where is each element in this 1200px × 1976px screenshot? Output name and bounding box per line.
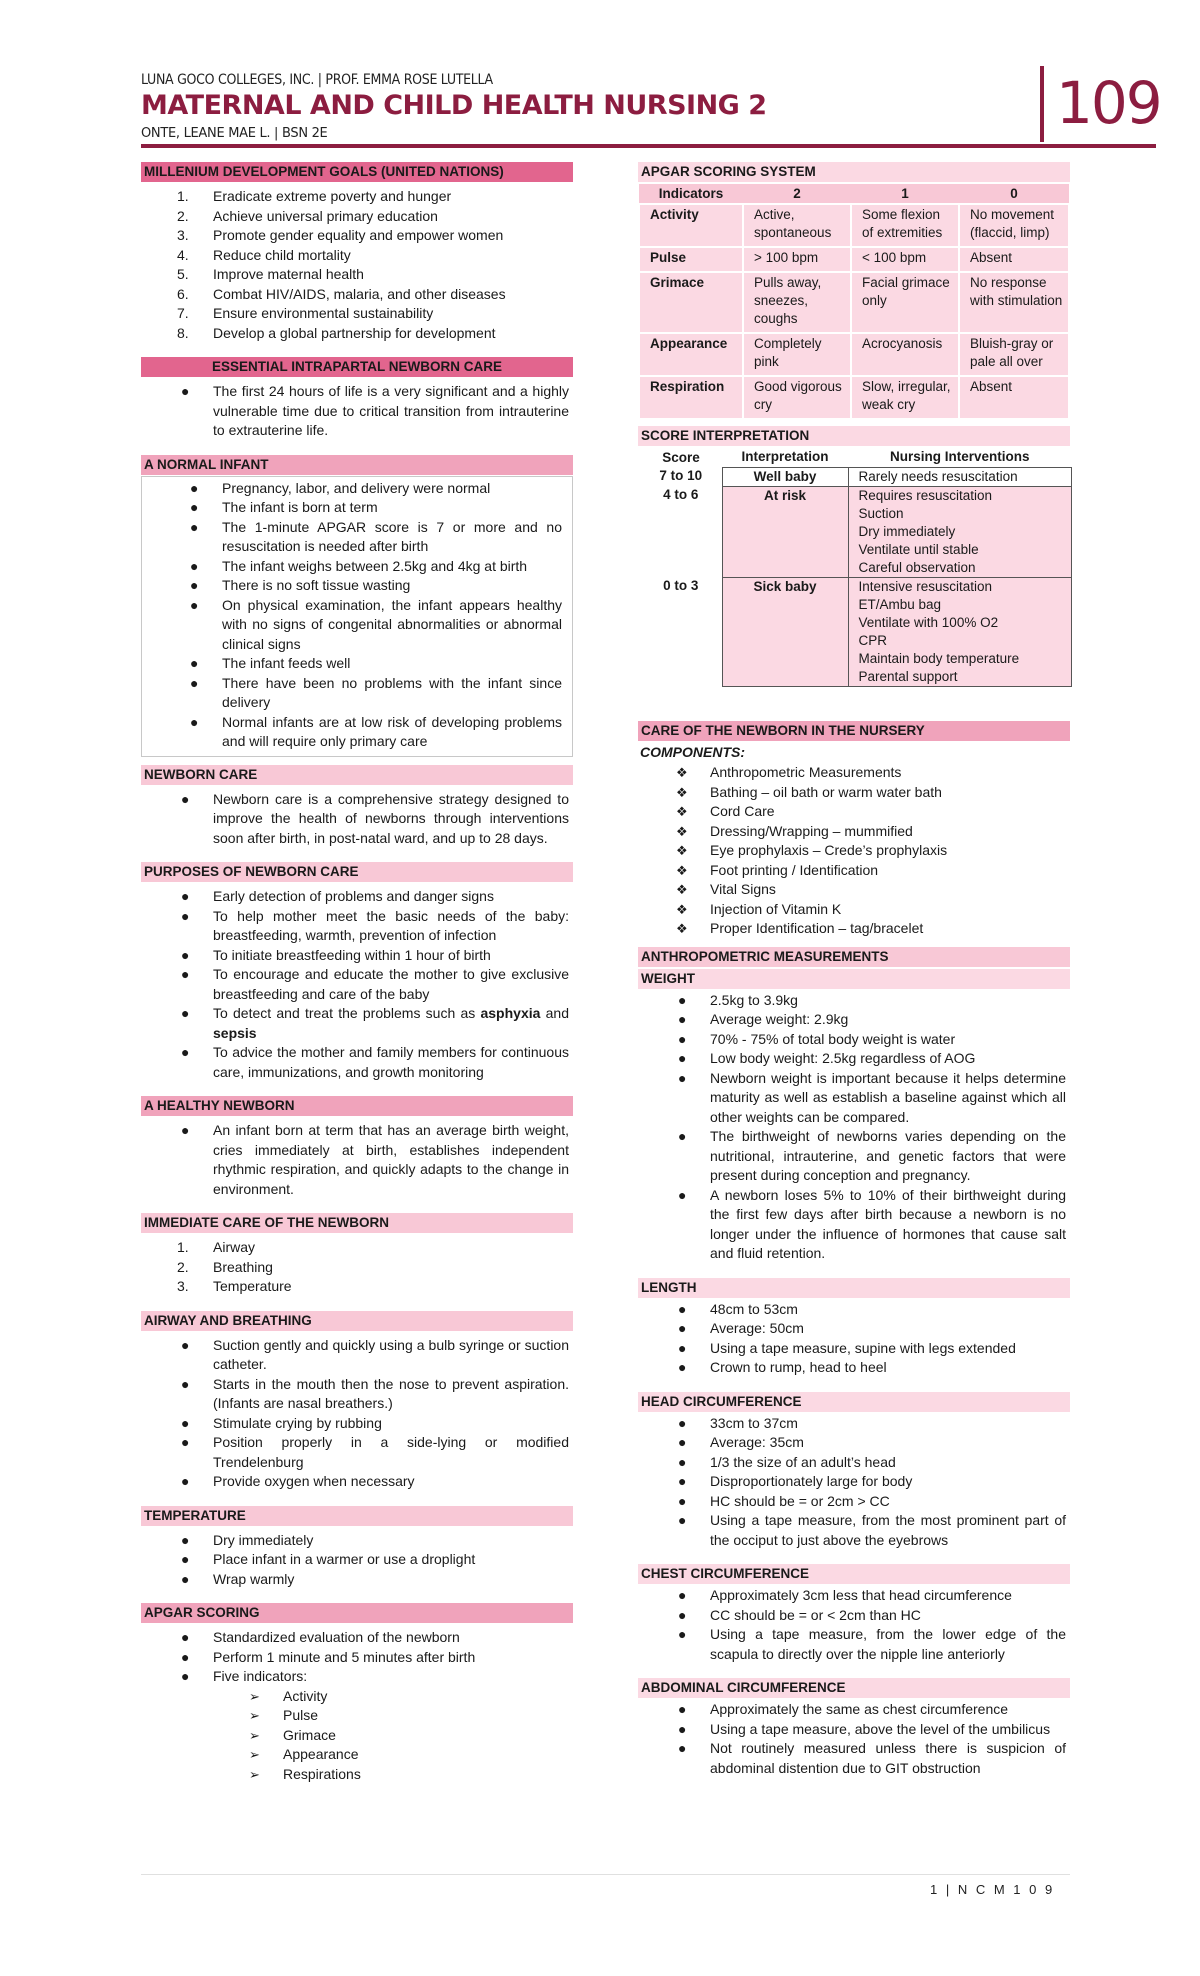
section-heading: ESSENTIAL INTRAPARTAL NEWBORN CARE xyxy=(141,357,573,377)
section-heading: MILLENIUM DEVELOPMENT GOALS (UNITED NATIONS) xyxy=(141,162,573,182)
list-item: ❖ Injection of Vitamin K xyxy=(676,900,842,917)
table-cell: 7 to 10 xyxy=(659,468,703,483)
table-cell: No movement (flaccid, limp) xyxy=(959,204,1069,247)
list-item: ● Using a tape measure, above the level of the umbilicus xyxy=(678,1720,1051,1737)
table-row xyxy=(639,247,1069,272)
list-item: ● Disproportionately large for body xyxy=(678,1473,913,1489)
components-label: COMPONENTS: xyxy=(640,743,745,760)
list-item: ❖ Anthropometric Measurements xyxy=(676,764,902,780)
purposes-section xyxy=(141,862,573,1082)
list-item: ● Average weight: 2.9kg xyxy=(678,1011,849,1027)
table-cell: Pulls away, sneezes, coughs xyxy=(743,272,851,333)
list-item: 1. Eradicate extreme poverty and hunger xyxy=(177,188,452,204)
list-item: ● The 1-minute APGAR score is 7 or more and no resuscitation is needed after birth xyxy=(190,518,562,554)
list-item: ● 2.5kg to 3.9kg xyxy=(678,991,798,1008)
list-item: ➢ Activity xyxy=(249,1687,328,1704)
author-line: ONTE, LEANE MAE L. | BSN 2E xyxy=(141,126,328,141)
table-cell: No response with stimulation xyxy=(959,272,1069,333)
list-item: ❖ Vital Signs xyxy=(676,881,776,897)
table-cell: Grimace xyxy=(639,272,743,333)
healthy-list xyxy=(141,1121,573,1199)
list-item: ● There have been no problems with the infant since delivery xyxy=(190,674,562,710)
list-item: ● To encourage and educate the mother to give exclusive breastfeeding and care of the baby xyxy=(181,966,569,1002)
table-cell: Good vigorous cry xyxy=(743,376,851,419)
subsection-heading: ABDOMINAL CIRCUMFERENCE xyxy=(638,1678,1070,1698)
list-item: ● Newborn weight is important because it helps determine maturity as well as establish a baseline against which all other weights can be compared. xyxy=(678,1069,1066,1125)
list-item: ● 70% - 75% of total body weight is water xyxy=(678,1030,956,1047)
list-item: ➢ Grimace xyxy=(249,1726,336,1743)
list-item: ● The birthweight of newborns varies depending on the nutritional, intrauterine, and genetic factors that were present during conception and pregnancy. xyxy=(678,1128,1066,1183)
table-cell: Activity xyxy=(639,204,743,247)
apgar-scoring-section xyxy=(141,1603,573,1784)
list-item: ● Low body weight: 2.5kg regardless of AOG xyxy=(678,1050,976,1066)
list-item: ● Suction gently and quickly using a bulb syringe or suction catheter. xyxy=(181,1336,569,1372)
list-item: ● Using a tape measure, from the lower edge of the scapula to directly over the nipple line anteriorly xyxy=(678,1626,1066,1662)
table-row xyxy=(640,486,1072,577)
table-cell: Respiration xyxy=(639,376,743,419)
normal-infant-box xyxy=(141,476,573,757)
list-item: ● The infant weighs between 2.5kg and 4kg at birth xyxy=(190,557,528,574)
page-header xyxy=(141,66,1161,146)
score-table xyxy=(640,448,1072,687)
list-item: ● Crown to rump, head to heel xyxy=(678,1359,887,1375)
head-circumference-section xyxy=(638,1392,1070,1551)
footer-rule xyxy=(141,1874,1070,1875)
list-item: 3. Temperature xyxy=(177,1278,292,1294)
temperature-list xyxy=(141,1531,573,1590)
list-item: ● Dry immediately xyxy=(181,1531,314,1548)
list-item: ● Five indicators: xyxy=(181,1668,308,1684)
mdg-section xyxy=(141,162,573,343)
table-header-row xyxy=(640,448,1072,467)
list-item: ● Average: 50cm xyxy=(678,1320,804,1336)
apgar-indicator-list xyxy=(141,1687,573,1785)
table-cell: 4 to 6 xyxy=(663,487,699,502)
section-heading: A NORMAL INFANT xyxy=(141,455,573,475)
mdg-list xyxy=(141,187,573,343)
list-item: ❖ Dressing/Wrapping – mummified xyxy=(676,822,913,839)
airway-section xyxy=(141,1311,573,1492)
list-item: ➢ Pulse xyxy=(249,1707,319,1723)
list-item: ● 1/3 the size of an adult’s head xyxy=(678,1453,896,1470)
list-item: ● Approximately the same as chest circumference xyxy=(678,1701,1009,1717)
list-item: 5. Improve maternal health xyxy=(177,266,364,282)
apgar-table xyxy=(638,184,1070,420)
table-cell: Bluish-gray or pale all over xyxy=(959,333,1069,376)
table-row xyxy=(639,376,1069,419)
table-header: Nursing Interventions xyxy=(889,449,1030,465)
table-cell: Absent xyxy=(959,376,1069,419)
purposes-list xyxy=(141,887,573,1082)
section-heading: ANTHROPOMETRIC MEASUREMENTS xyxy=(638,947,1070,967)
list-item: ● Approximately 3cm less that head circumference xyxy=(678,1587,1012,1603)
list-item: ● Pregnancy, labor, and delivery were normal xyxy=(190,479,491,496)
einc-section xyxy=(141,357,573,441)
list-item: 6. Combat HIV/AIDS, malaria, and other diseases xyxy=(177,285,506,302)
list-item: ● Average: 35cm xyxy=(678,1434,804,1450)
list-item: ● Early detection of problems and danger signs xyxy=(181,888,494,904)
page-title: MATERNAL AND CHILD HEALTH NURSING 2 xyxy=(141,90,767,121)
nursery-section xyxy=(638,721,1070,939)
list-item: ➢ Appearance xyxy=(249,1746,359,1762)
list-item: ● A newborn loses 5% to 10% of their birthweight during the first few days after birth because a newborn is no longer under the influence of hormones that cause salt and fluid retention. xyxy=(678,1186,1066,1261)
healthy-newborn-section xyxy=(141,1096,573,1199)
list-item: 8. Develop a global partnership for development xyxy=(177,324,496,341)
list-item: ● To help mother meet the basic needs of the baby: breastfeeding, warmth, prevention of infection xyxy=(181,907,569,943)
table-cell: Active, spontaneous xyxy=(743,204,851,247)
table-cell: Rarely needs resuscitation xyxy=(848,467,1072,486)
airway-list xyxy=(141,1336,573,1492)
list-item: ● The first 24 hours of life is a very significant and a highly vulnerable time due to critical transition from intrauterine to extrauterine life. xyxy=(181,383,569,438)
list-item: ● Wrap warmly xyxy=(181,1570,295,1587)
length-list xyxy=(638,1300,1070,1378)
list-item: ● On physical examination, the infant appears healthy with no signs of congenital abnormalities or abnormal clinical signs xyxy=(190,596,562,652)
subsection-heading: HEAD CIRCUMFERENCE xyxy=(638,1392,1070,1412)
right-column xyxy=(638,162,1070,1794)
weight-list xyxy=(638,991,1070,1264)
list-item: ● HC should be = or 2cm > CC xyxy=(678,1492,890,1509)
chest-circumference-section xyxy=(638,1564,1070,1664)
list-item: ● Perform 1 minute and 5 minutes after birth xyxy=(181,1648,476,1665)
section-heading: AIRWAY AND BREATHING xyxy=(141,1311,573,1331)
list-item: ● To advice the mother and family members for continuous care, immunizations, and growth monitoring xyxy=(181,1044,569,1080)
header-rule xyxy=(141,144,1156,148)
temperature-section xyxy=(141,1506,573,1590)
list-item: ● The infant feeds well xyxy=(190,655,351,671)
course-number: 109 xyxy=(1056,69,1161,137)
list-item: ● Using a tape measure, supine with legs extended xyxy=(678,1339,1016,1356)
head-list xyxy=(638,1414,1070,1551)
list-item: 4. Reduce child mortality xyxy=(177,246,351,263)
list-item: ❖ Eye prophylaxis – Crede’s prophylaxis xyxy=(676,842,948,858)
anthropometric-section xyxy=(638,947,1070,1779)
table-cell: Acrocyanosis xyxy=(851,333,959,376)
list-item: ● Using a tape measure, from the most prominent part of the occiput to just above the eyebrows xyxy=(678,1512,1066,1548)
list-item: ● 48cm to 53cm xyxy=(678,1300,798,1317)
list-item: ● CC should be = or < 2cm than HC xyxy=(678,1606,921,1623)
table-cell: 0 to 3 xyxy=(663,578,699,593)
section-heading: IMMEDIATE CARE OF THE NEWBORN xyxy=(141,1213,573,1233)
list-item: 7. Ensure environmental sustainability xyxy=(177,305,434,321)
section-heading: NEWBORN CARE xyxy=(141,765,573,785)
list-item: ● Provide oxygen when necessary xyxy=(181,1473,415,1489)
table-cell: < 100 bpm xyxy=(851,247,959,272)
apgar-scoring-list xyxy=(141,1628,573,1687)
normal-infant-section xyxy=(141,455,573,757)
table-cell: Requires resuscitation Suction Dry immediately Ventilate until stable Careful observation xyxy=(848,486,1072,577)
list-item: ● To initiate breastfeeding within 1 hour of birth xyxy=(181,946,491,963)
table-header: 2 xyxy=(743,184,851,204)
table-cell: Pulse xyxy=(639,247,743,272)
immediate-list xyxy=(141,1238,573,1297)
header-divider xyxy=(1040,66,1044,142)
subsection-heading: LENGTH xyxy=(638,1278,1070,1298)
left-column xyxy=(141,162,573,1800)
table-row xyxy=(639,333,1069,376)
list-item: ❖ Foot printing / Identification xyxy=(676,861,879,878)
table-cell: Sick baby xyxy=(722,577,848,686)
table-cell: Absent xyxy=(959,247,1069,272)
page-footer: 1 | N C M 1 0 9 xyxy=(930,1882,1055,1897)
score-interpretation-section xyxy=(638,426,1070,687)
section-heading: CARE OF THE NEWBORN IN THE NURSERY xyxy=(638,721,1070,741)
table-cell: Facial grimace only xyxy=(851,272,959,333)
table-row xyxy=(640,577,1072,686)
list-item: ● The infant is born at term xyxy=(190,499,378,515)
section-heading: SCORE INTERPRETATION xyxy=(638,426,1070,446)
list-item: ● Stimulate crying by rubbing xyxy=(181,1414,382,1431)
einc-list xyxy=(141,382,573,441)
section-heading: APGAR SCORING SYSTEM xyxy=(638,162,1070,182)
list-item: ● Standardized evaluation of the newborn xyxy=(181,1629,460,1645)
list-item: ● Starts in the mouth then the nose to prevent aspiration. (Infants are nasal breathers.) xyxy=(181,1375,569,1411)
list-item: ❖ Cord Care xyxy=(676,803,775,819)
list-item: 2. Breathing xyxy=(177,1258,273,1275)
subsection-heading: WEIGHT xyxy=(638,969,1070,989)
table-cell: Well baby xyxy=(722,467,848,486)
table-cell: Some flexion of extremities xyxy=(851,204,959,247)
list-item: ● Place infant in a warmer or use a droplight xyxy=(181,1551,476,1567)
chest-list xyxy=(638,1586,1070,1664)
list-item: ● Newborn care is a comprehensive strategy designed to improve the health of newborns through interventions soon after birth, in post-natal ward, and up to 28 days. xyxy=(181,790,569,846)
table-cell: Slow, irregular, weak cry xyxy=(851,376,959,419)
list-item: 3. Promote gender equality and empower women xyxy=(177,227,504,243)
list-item: ● An infant born at term that has an average birth weight, cries immediately at birth, establishes independent rhythmic respiration, and quickly adapts to the change in environment. xyxy=(181,1122,569,1197)
apgar-system-section xyxy=(638,162,1070,420)
nursery-list xyxy=(638,763,1070,939)
section-heading: APGAR SCORING xyxy=(141,1603,573,1623)
institution-line: LUNA GOCO COLLEGES, INC. | PROF. EMMA ROSE LUTELLA xyxy=(141,72,493,88)
section-heading: PURPOSES OF NEWBORN CARE xyxy=(141,862,573,882)
list-item: ● Position properly in a side-lying or modified Trendelenburg xyxy=(181,1434,569,1470)
subsection-heading: CHEST CIRCUMFERENCE xyxy=(638,1564,1070,1584)
table-header-row xyxy=(639,184,1069,204)
list-item: 1. Airway xyxy=(177,1239,256,1255)
table-header: 1 xyxy=(851,184,959,204)
table-row xyxy=(640,467,1072,486)
section-heading: A HEALTHY NEWBORN xyxy=(141,1096,573,1116)
abdominal-list xyxy=(638,1700,1070,1778)
table-cell: Appearance xyxy=(639,333,743,376)
list-item: ❖ Bathing – oil bath or warm water bath xyxy=(676,783,942,800)
list-item: 2. Achieve universal primary education xyxy=(177,207,438,224)
normal-infant-list xyxy=(142,479,566,752)
immediate-care-section xyxy=(141,1213,573,1297)
list-item: ❖ Proper Identification – tag/bracelet xyxy=(676,920,924,936)
table-header: Score xyxy=(662,449,700,465)
table-header: 0 xyxy=(959,184,1069,204)
table-row xyxy=(639,204,1069,247)
table-cell: Intensive resuscitation ET/Ambu bag Ventilate with 100% O2 CPR Maintain body temperature Parental support xyxy=(848,577,1072,686)
list-item: ● Not routinely measured unless there is suspicion of abdominal distention due to GIT obstruction xyxy=(678,1740,1066,1776)
table-cell: > 100 bpm xyxy=(743,247,851,272)
list-item: ➢ Respirations xyxy=(249,1765,361,1782)
list-item: ● 33cm to 37cm xyxy=(678,1414,798,1431)
weight-section xyxy=(638,969,1070,1264)
list-item: ● Normal infants are at low risk of developing problems and will require only primary care xyxy=(190,713,562,749)
table-row xyxy=(639,272,1069,333)
table-cell: Completely pink xyxy=(743,333,851,376)
section-heading: TEMPERATURE xyxy=(141,1506,573,1526)
table-cell: At risk xyxy=(722,486,848,577)
table-header: Indicators xyxy=(639,184,743,204)
newborn-care-section xyxy=(141,765,573,849)
list-item: ● There is no soft tissue wasting xyxy=(190,577,411,593)
abdominal-circumference-section xyxy=(638,1678,1070,1778)
newborn-care-list xyxy=(141,790,573,849)
length-section xyxy=(638,1278,1070,1378)
table-header: Interpretation xyxy=(741,449,829,465)
list-item: ● To detect and treat the problems such as asphyxia and sepsis xyxy=(181,1005,570,1041)
